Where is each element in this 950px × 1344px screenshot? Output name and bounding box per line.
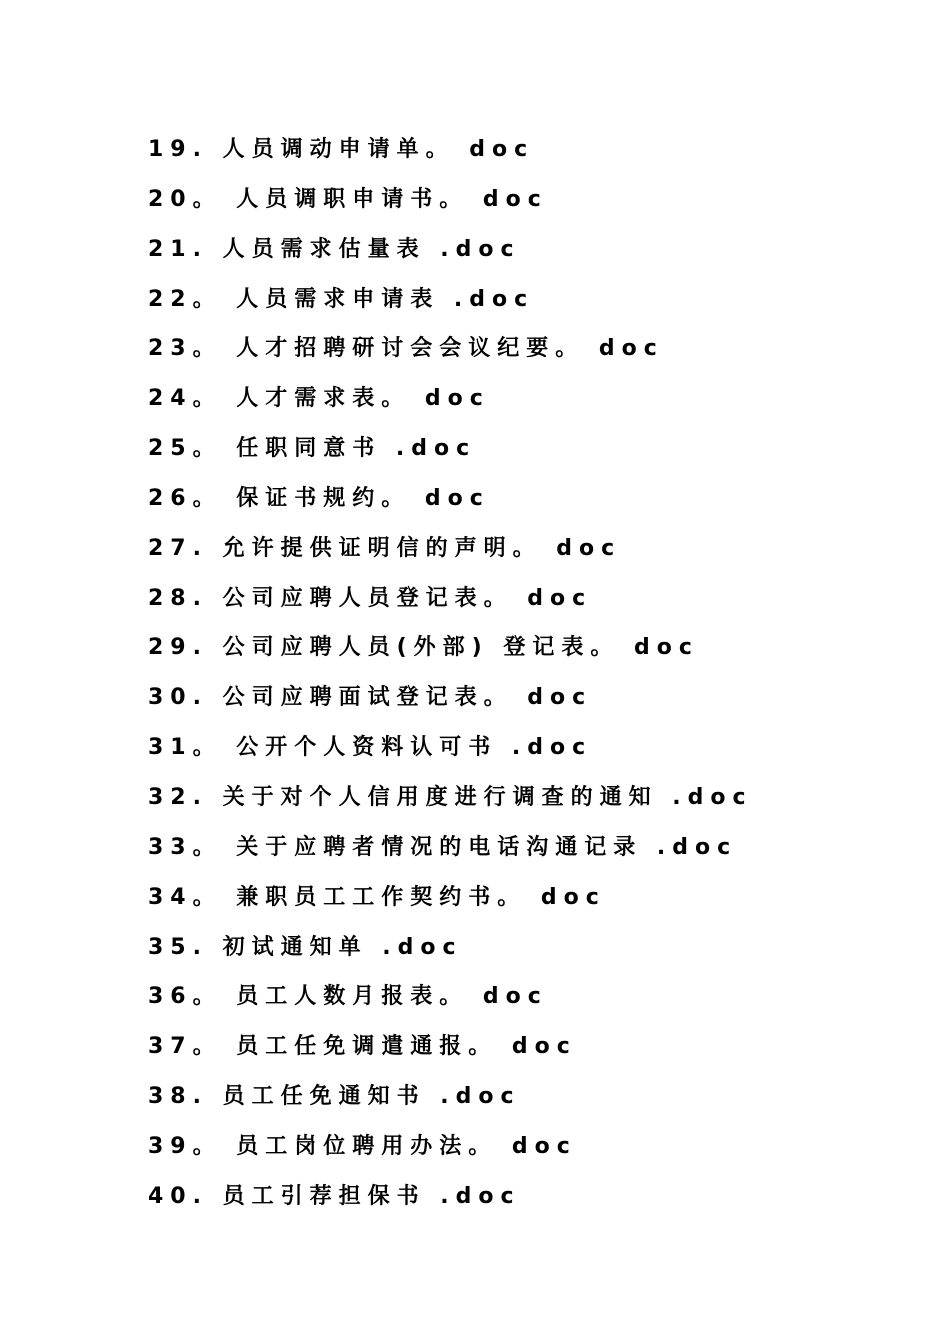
list-item: 19. 人员调动申请单。 doc <box>148 137 535 162</box>
list-item: 31。 公开个人资料认可书 .doc <box>148 735 593 761</box>
list-item: 36。 员工人数月报表。 doc <box>148 984 548 1010</box>
list-item: 20。 人员调职申请书。 doc <box>148 186 548 212</box>
list-item: 23。 人才招聘研讨会会议纪要。 doc <box>148 336 664 362</box>
list-item: 35. 初试通知单 .doc <box>148 934 463 960</box>
list-item: 32. 关于对个人信用度进行调查的通知 .doc <box>148 784 753 810</box>
document-list <box>148 128 908 1225</box>
list-item: 30. 公司应聘面试登记表。 doc <box>148 685 593 711</box>
list-item: 26。 保证书规约。 doc <box>148 485 490 511</box>
list-item: 28. 公司应聘人员登记表。 doc <box>148 585 593 611</box>
list-item: 33。 关于应聘者情况的电话沟通记录 .doc <box>148 834 738 860</box>
list-item: 29. 公司应聘人员(外部) 登记表。 doc <box>148 635 699 661</box>
list-item: 22。 人员需求申请表 .doc <box>148 286 535 312</box>
list-item: 38. 员工任免通知书 .doc <box>148 1084 521 1110</box>
list-item: 34。 兼职员工工作契约书。 doc <box>148 884 606 910</box>
list-item: 21. 人员需求估量表 .doc <box>148 236 521 262</box>
list-item: 40. 员工引荐担保书 .doc <box>148 1183 521 1209</box>
list-item: 37。 员工任免调遣通报。 doc <box>148 1034 577 1060</box>
list-item: 39。 员工岗位聘用办法。 doc <box>148 1133 577 1159</box>
list-item: 27. 允许提供证明信的声明。 doc <box>148 535 622 561</box>
list-item: 24。 人才需求表。 doc <box>148 386 490 412</box>
list-item: 25。 任职同意书 .doc <box>148 436 477 462</box>
